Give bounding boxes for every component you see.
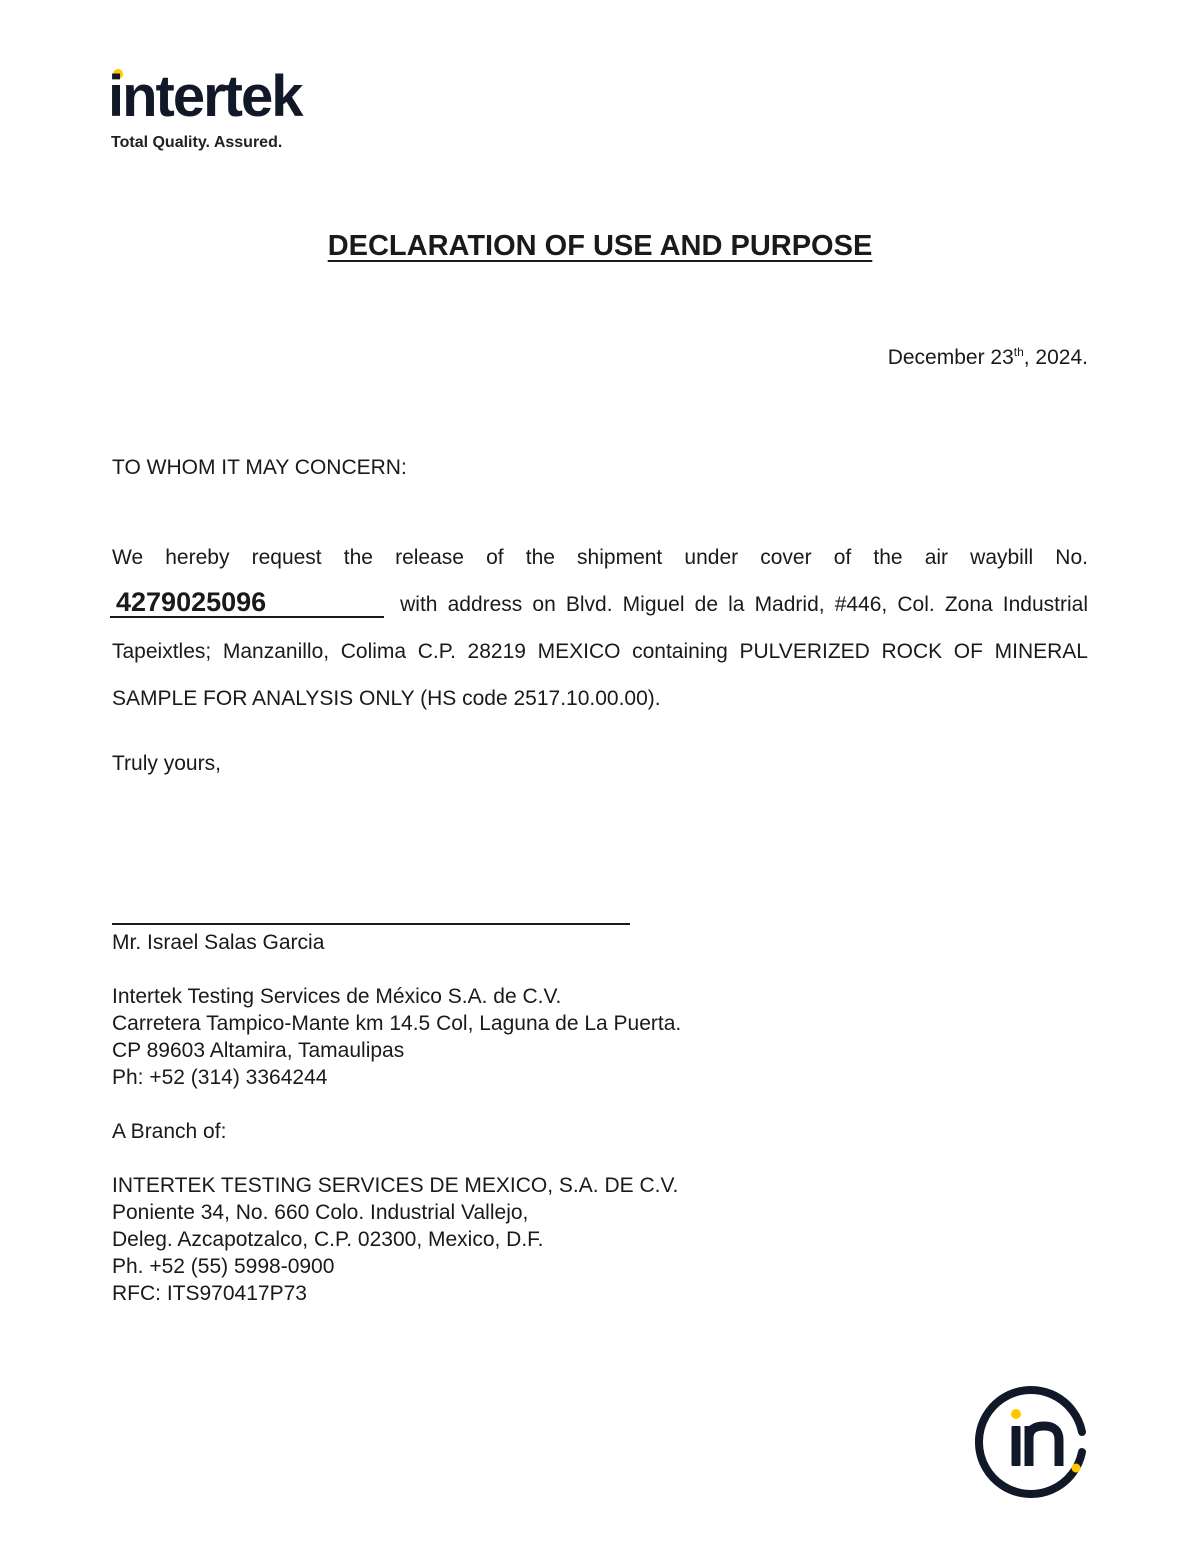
document-date: December 23th, 2024. — [887, 345, 1088, 369]
body-paragraph: We hereby request the release of the shipment under cover of the air waybill No.4279025096 with address on Blvd. Miguel de la Madrid, #446, Col. Zona Industrial Tapeixtles; Manzanillo, Colima C.P. 28219 MEXICO containing PULVERIZED ROCK OF MINERAL SAMPLE FOR ANALYSIS ONLY (HS code 2517.10.00.00). — [112, 546, 1088, 710]
sender-address-block — [112, 983, 681, 1091]
sender-address-line2: CP 89603 Altamira, Tamaulipas — [112, 1039, 405, 1062]
signature-line — [112, 923, 630, 925]
sender-phone: Ph: +52 (314) 3364244 — [112, 1066, 328, 1089]
signatory-name: Mr. Israel Salas Garcia — [112, 931, 325, 954]
intertek-in-mark-icon — [974, 1382, 1094, 1502]
branch-phone: Ph. +52 (55) 5998-0900 — [112, 1255, 335, 1278]
branch-rfc: RFC: ITS970417P73 — [112, 1282, 307, 1305]
branch-label: A Branch of: — [112, 1120, 227, 1143]
document-title: DECLARATION OF USE AND PURPOSE — [327, 230, 873, 262]
logo-tagline: Total Quality. Assured. — [111, 134, 283, 151]
salutation: TO WHOM IT MAY CONCERN: — [112, 456, 407, 479]
branch-address-block — [112, 1172, 678, 1307]
waybill-number: 4279025096 — [110, 588, 384, 618]
intertek-logo — [108, 66, 358, 156]
branch-label-block — [112, 1118, 226, 1145]
branch-address-line2: Deleg. Azcapotzalco, C.P. 02300, Mexico, D.F. — [112, 1228, 544, 1251]
sender-address-line1: Carretera Tampico-Mante km 14.5 Col, Laguna de La Puerta. — [112, 1012, 682, 1035]
branch-address-line1: Poniente 34, No. 660 Colo. Industrial Vallejo, — [112, 1201, 529, 1224]
signatory-block — [112, 929, 324, 956]
closing: Truly yours, — [112, 752, 221, 775]
branch-company: INTERTEK TESTING SERVICES DE MEXICO, S.A. DE C.V. — [112, 1174, 679, 1197]
logo-wordmark: intertek — [108, 66, 302, 129]
sender-company: Intertek Testing Services de México S.A. de C.V. — [112, 985, 562, 1008]
